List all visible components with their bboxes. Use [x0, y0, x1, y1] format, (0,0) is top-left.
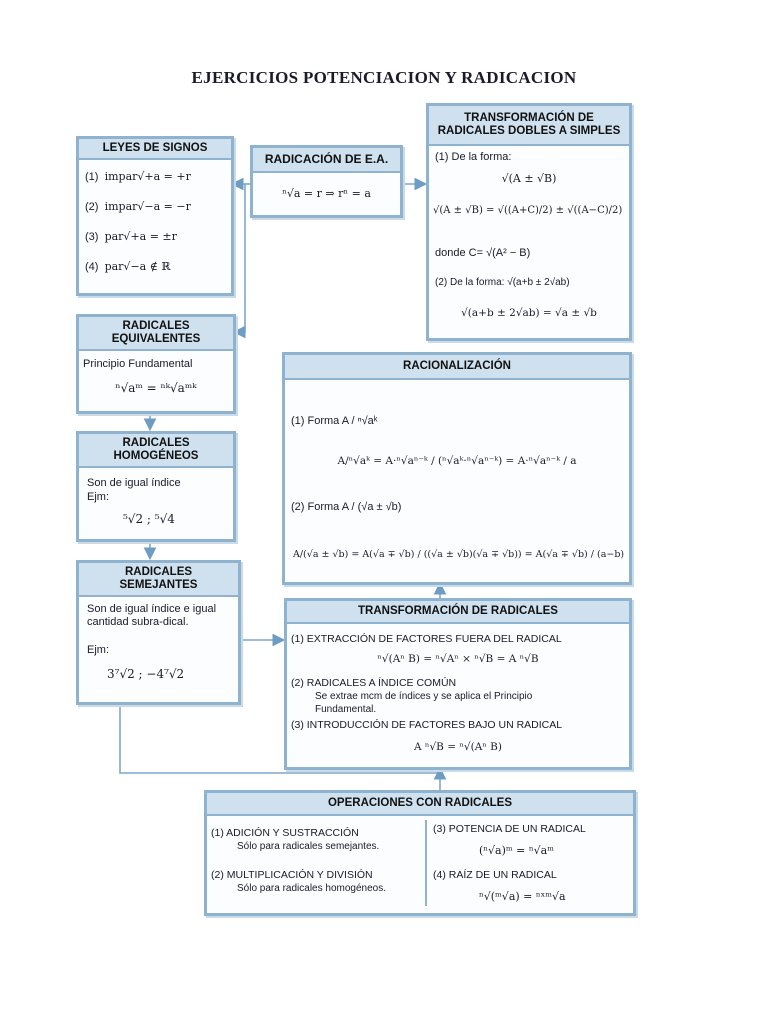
operaciones-header: OPERACIONES CON RADICALES: [207, 793, 633, 816]
radicacion-formula: ⁿ√a = r ⇒ rⁿ = a: [282, 187, 371, 200]
operaciones-item-4: (4) RAÍZ DE UN RADICAL: [433, 869, 557, 881]
dobles-line-2: (2) De la forma: √(a+b ± 2√ab): [435, 277, 570, 288]
transformacion-line-1: (1) EXTRACCIÓN DE FACTORES FUERA DEL RADICAL: [291, 633, 562, 645]
equivalentes-header: RADICALES EQUIVALENTES: [79, 317, 233, 351]
transformacion-line-2: (2) RADICALES A ÍNDICE COMÚN: [291, 677, 457, 689]
transformacion-formula-3: A ⁿ√B = ⁿ√(Aⁿ B): [414, 741, 502, 753]
operaciones-formula-4: ⁿ√(ᵐ√a) = ⁿˣᵐ√a: [479, 890, 566, 903]
transformacion-dobles-header: TRANSFORMACIÓN DE RADICALES DOBLES A SIMPLES: [429, 106, 629, 146]
equivalentes-label: Principio Fundamental: [83, 358, 193, 370]
transformacion-line-2a: Se extrae mcm de índices y se aplica el Principio: [315, 691, 533, 702]
operaciones-box: [204, 790, 636, 916]
racionalizacion-line-2: (2) Forma A / (√a ± √b): [291, 501, 402, 513]
operaciones-item-2-note: Sólo para radicales homogéneos.: [237, 883, 386, 894]
leyes-item-4: (4) par√−a ∉ ℝ: [85, 260, 171, 273]
radicacion-box: [250, 145, 403, 218]
racionalizacion-box: [282, 352, 632, 585]
homogeneos-text: Son de igual índice: [87, 477, 181, 489]
dobles-formula-1: √(A ± √B): [501, 172, 557, 185]
semejantes-example: 3⁷√2 ; −4⁷√2: [107, 667, 185, 681]
dobles-formula-2: √(A ± √B) = √((A+C)/2) ± √((A−C)/2): [433, 205, 623, 216]
dobles-formula-3: donde C= √(A² − B): [435, 247, 531, 259]
operaciones-divider: [425, 820, 427, 906]
racionalizacion-line-1: (1) Forma A / ⁿ√aᵏ: [291, 415, 378, 427]
radicacion-header: RADICACIÓN DE E.A.: [253, 148, 400, 173]
equivalentes-box: [76, 314, 236, 414]
racionalizacion-formula-2: A/(√a ± √b) = A(√a ∓ √b) / ((√a ± √b)(√a ∓ √b)) = A(√a ∓ √b) / (a−b): [293, 549, 625, 560]
leyes-item-1: (1) impar√+a = +r: [85, 170, 191, 183]
operaciones-item-3: (3) POTENCIA DE UN RADICAL: [433, 823, 586, 835]
leyes-header: LEYES DE SIGNOS: [79, 139, 231, 160]
operaciones-item-1-note: Sólo para radicales semejantes.: [237, 841, 380, 852]
transformacion-line-3: (3) INTRODUCCIÓN DE FACTORES BAJO UN RADICAL: [291, 719, 563, 731]
homogeneos-ejm: Ejm:: [87, 491, 109, 503]
leyes-item-3: (3) par√+a = ±r: [85, 230, 177, 243]
transformacion-line-2b: Fundamental.: [315, 704, 377, 715]
homogeneos-header: RADICALES HOMOGÉNEOS: [79, 434, 233, 468]
page-title: EJERCICIOS POTENCIACION Y RADICACION: [191, 68, 577, 87]
semejantes-box: [76, 560, 241, 705]
semejantes-text: Son de igual índice e igual cantidad subra-dical.: [87, 603, 217, 628]
operaciones-item-2: (2) MULTIPLICACIÓN Y DIVISIÓN: [211, 869, 373, 881]
operaciones-item-1: (1) ADICIÓN Y SUSTRACCIÓN: [211, 827, 359, 839]
homogeneos-example: ⁵√2 ; ⁵√4: [123, 512, 175, 526]
equivalentes-formula: ⁿ√aᵐ = ⁿᵏ√aᵐᵏ: [115, 381, 197, 395]
racionalizacion-header: RACIONALIZACIÓN: [285, 355, 629, 380]
homogeneos-box: [76, 431, 236, 542]
transformacion-formula-1: ⁿ√(Aⁿ B) = ⁿ√Aⁿ × ⁿ√B = A ⁿ√B: [377, 653, 539, 665]
leyes-de-signos-box: [76, 136, 234, 296]
semejantes-header: RADICALES SEMEJANTES: [79, 563, 238, 597]
racionalizacion-formula-1: A/ⁿ√aᵏ = A·ⁿ√aⁿ⁻ᵏ / (ⁿ√aᵏ·ⁿ√aⁿ⁻ᵏ) = A·ⁿ√aⁿ⁻ᵏ / a: [337, 455, 577, 467]
leyes-item-2: (2) impar√−a = −r: [85, 200, 191, 213]
dobles-formula-4: √(a+b ± 2√ab) = √a ± √b: [461, 307, 597, 319]
transformacion-header: TRANSFORMACIÓN DE RADICALES: [287, 601, 629, 624]
operaciones-formula-3: (ⁿ√a)ᵐ = ⁿ√aᵐ: [479, 844, 554, 857]
transformacion-dobles-box: [426, 103, 632, 341]
dobles-line-1: (1) De la forma:: [435, 151, 512, 163]
transformacion-box: [284, 598, 632, 770]
semejantes-ejm: Ejm:: [87, 644, 109, 656]
